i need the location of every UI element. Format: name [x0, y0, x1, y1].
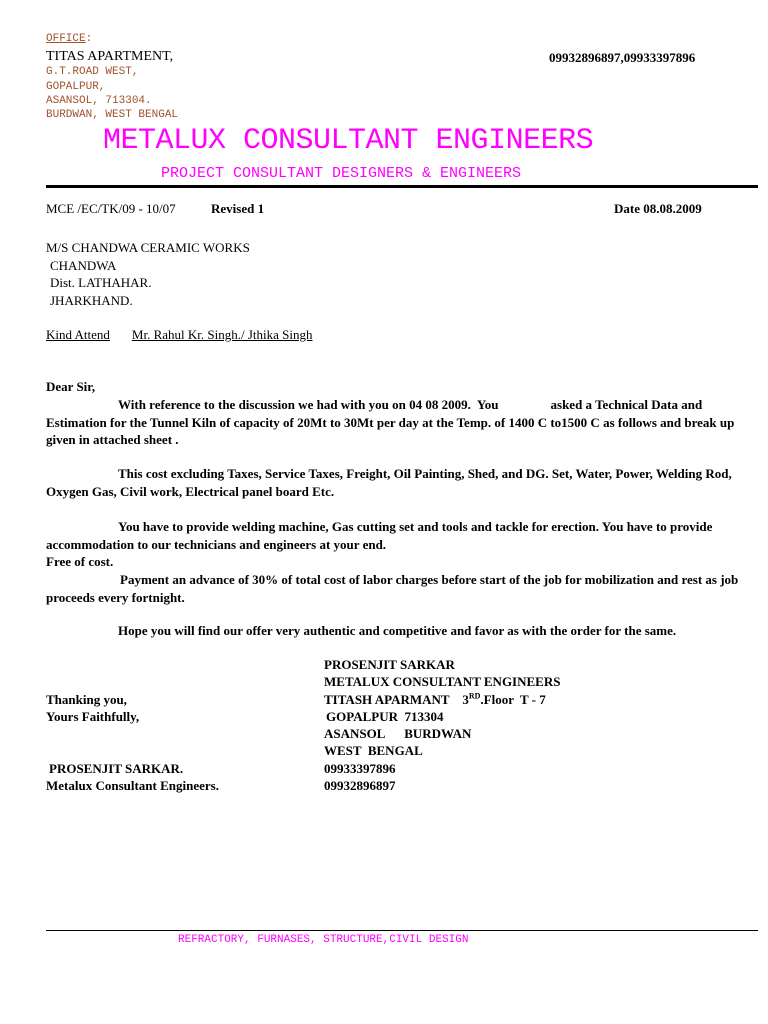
thanking-you: Thanking you,: [46, 692, 127, 707]
address-state: WEST BENGAL: [324, 743, 423, 758]
office-label: OFFICE: [46, 33, 86, 45]
office-name: TITAS APARTMENT,: [46, 49, 174, 64]
signer-name: PROSENJIT SARKAR.: [49, 761, 184, 776]
attention-names: Mr. Rahul Kr. Singh./ Jthika Singh: [131, 327, 313, 342]
address-floor-suffix: RD: [468, 691, 481, 701]
address-town: ASANSOL BURDWAN: [324, 726, 472, 741]
address-phone-2: 09932896897: [324, 778, 396, 793]
recipient-line-1: M/S CHANDWA CERAMIC WORKS: [46, 240, 250, 255]
company-tagline: PROJECT CONSULTANT DESIGNERS & ENGINEERS: [161, 165, 522, 182]
office-address-line-3: ASANSOL, 713304.: [46, 95, 152, 107]
paragraph-free-of-cost: Free of cost.: [46, 554, 114, 569]
letter-date: Date 08.08.2009: [614, 201, 702, 216]
signer-company: Metalux Consultant Engineers.: [46, 778, 219, 793]
address-phone-1: 09933397896: [324, 761, 396, 776]
address-building-name: TITASH APARMANT 3: [324, 692, 469, 707]
recipient-line-4: JHARKHAND.: [50, 293, 133, 308]
salutation: Dear Sir,: [46, 379, 96, 394]
paragraph-technical-data: With reference to the discussion we had with you on 04 08 2009. You asked a Technical Data and Estimation for the Tunnel Kiln of capacity of 20Mt to 30Mt per day at the Temp. of 1400 C to1500 C as follows and break up given in attached sheet .: [46, 397, 738, 447]
footer-divider: [46, 930, 758, 931]
paragraph-payment-terms: Payment an advance of 30% of total cost of labor charges before start of the job for mobilization and rest as job proceeds every fortnight.: [46, 572, 739, 605]
office-address-line-4: BURDWAN, WEST BENGAL: [46, 109, 179, 121]
recipient-line-3: Dist. LATHAHAR.: [50, 275, 152, 290]
paragraph-closing-remark: Hope you will find our offer very authentic and competitive and favor as with the order for the same.: [118, 623, 677, 638]
address-floor: .Floor T - 7: [480, 692, 546, 707]
address-building: [324, 692, 546, 708]
company-name: METALUX CONSULTANT ENGINEERS: [103, 124, 594, 158]
paragraph-client-provisions: You have to provide welding machine, Gas cutting set and tools and tackle for erection. You have to provide accommodation to our technicians and engineers at your end.: [46, 519, 713, 552]
address-name: PROSENJIT SARKAR: [324, 657, 455, 672]
header-divider: [46, 185, 758, 188]
footer-services: REFRACTORY, FURNASES, STRUCTURE,CIVIL DESIGN: [178, 934, 469, 946]
yours-faithfully: Yours Faithfully,: [46, 709, 140, 724]
paragraph-cost-exclusions: This cost excluding Taxes, Service Taxes, Freight, Oil Painting, Shed, and DG. Set, Water, Power, Welding Rod, Oxygen Gas, Civil work, Electrical panel board Etc.: [46, 466, 732, 499]
recipient-line-2: CHANDWA: [50, 258, 117, 273]
revision-label: Revised 1: [211, 201, 265, 216]
kind-attention: [46, 327, 313, 343]
attention-label: Kind Attend: [46, 327, 110, 342]
address-city: GOPALPUR 713304: [326, 709, 444, 724]
address-company: METALUX CONSULTANT ENGINEERS: [324, 674, 561, 689]
office-colon: :: [85, 33, 93, 45]
office-header: [46, 33, 92, 45]
office-address-line-1: G.T.ROAD WEST,: [46, 66, 139, 78]
office-address-line-2: GOPALPUR,: [46, 81, 106, 93]
reference-number: MCE /EC/TK/09 - 10/07: [46, 201, 176, 216]
phone-numbers: 09932896897,09933397896: [549, 50, 696, 65]
